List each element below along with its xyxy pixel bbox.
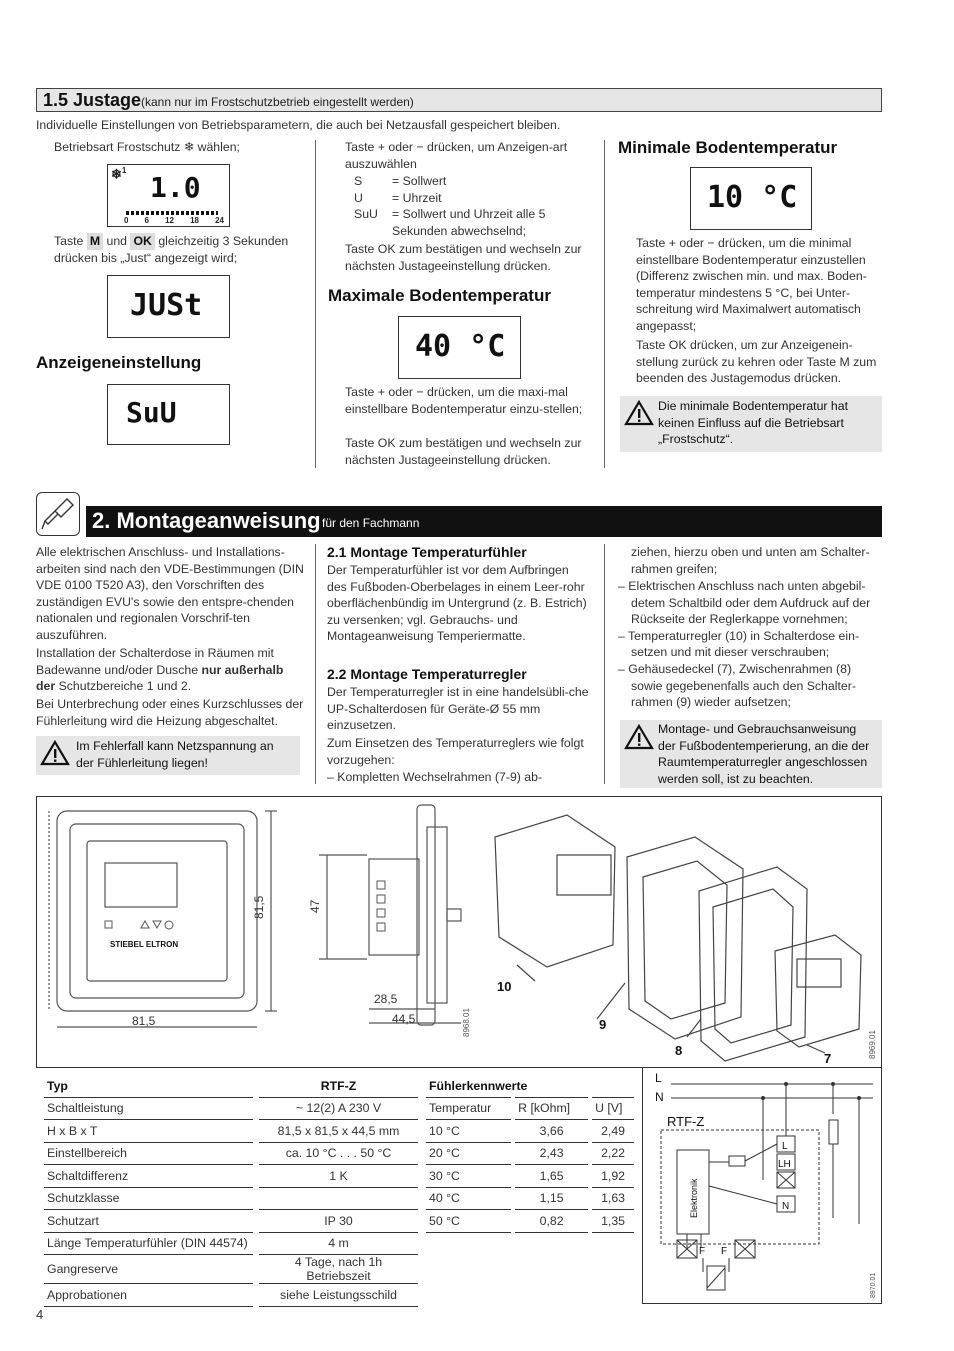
- body-text: Zum Einsetzen des Temperaturreglers wie folgt vorzugehen:: [327, 736, 584, 767]
- warning-box: Montage- und Gebrauchsanweisung der Fußbodentemperierung, an die der Raumtemperaturregler angeschlossen werden soll, ist zu beachten.: [620, 720, 882, 788]
- part-label: 9: [599, 1017, 607, 1032]
- body-text: Installation der Schalterdose in Räumen mit Badewanne und/oder Dusche nur außerhalb der Schutzbereiche 1 und 2.: [36, 646, 284, 694]
- instruction-text: Taste OK zum bestätigen und wechseln zur nächsten Justageeinstellung drücken.: [345, 436, 582, 467]
- key-ok: OK: [130, 233, 154, 250]
- instruction-text: Betriebsart Frostschutz ❄ wählen;: [54, 140, 240, 154]
- subheading: 2.2 Montage Temperaturregler: [327, 666, 527, 682]
- section-2-header: [86, 506, 882, 537]
- table-row: 10 °C 3,66 2,49: [426, 1120, 634, 1143]
- table-header: Typ: [44, 1075, 256, 1097]
- lcd-display: [107, 164, 230, 227]
- table-row: Schutzklasse: [44, 1187, 418, 1210]
- display-mode-list: S = Sollwert U = Uhrzeit SuU = Sollwert und Uhrzeit alle 5 Sekunden abwechselnd;: [354, 174, 546, 238]
- drawing-code: 8970.01: [870, 1272, 877, 1298]
- spec-table: [44, 1075, 418, 1307]
- column-divider: [604, 140, 605, 468]
- lcd-value: JUSt: [130, 288, 203, 323]
- pin-label: L: [782, 1141, 788, 1152]
- table-row: Schaltleistung ~ 12(2) A 230 V: [44, 1097, 418, 1120]
- section-subtitle: (kann nur im Frostschutzbetrieb eingestellt werden): [141, 95, 414, 109]
- lcd-display: [398, 316, 521, 379]
- dimension-label: 81,5: [252, 895, 266, 919]
- part-label: 7: [824, 1051, 832, 1066]
- instruction-list: – Elektrischen Anschluss nach unten abgebil-detem Schaltbild oder dem Aufdruck auf der Rückseite der Reglerkappe vornehmen; – Temperaturregler (10) in Schalterdose ein-setzen und mit dieser verschrauben; – Gehäusedeckel (7), Zwischenrahmen (8) sowie gegebenenfalls auch den Schalter-rahmen (9) wieder aufsetzen;: [618, 579, 871, 710]
- dimension-label: 81,5: [132, 1014, 156, 1028]
- table-row: Länge Temperaturfühler (DIN 44574) 4 m: [44, 1232, 418, 1255]
- lcd-display: [107, 384, 230, 445]
- warning-box: Im Fehlerfall kann Netzspannung an der Fühlerleitung liegen!: [36, 736, 300, 775]
- dimension-label: 47: [308, 899, 322, 913]
- body-text: Bei Unterbrechung oder eines Kurzschlusses der Fühlerleitung wird die Heizung abgeschaltet.: [36, 697, 304, 728]
- subheading: Maximale Bodentemperatur: [328, 286, 551, 305]
- model-label: RTF-Z: [667, 1114, 705, 1129]
- pin-label: N: [782, 1201, 790, 1212]
- part-label: 8: [675, 1043, 683, 1058]
- section-subtitle: für den Fachmann: [322, 516, 420, 530]
- subheading: Minimale Bodentemperatur: [618, 138, 838, 157]
- pin-label: F: [721, 1246, 728, 1257]
- module-label: Elektronik: [689, 1178, 699, 1218]
- screwdriver-icon: [36, 492, 80, 536]
- column-divider: [315, 140, 316, 468]
- instruction-text: Taste OK drücken, um zur Anzeigenein-stellung zurück zu kehren oder Taste M zum beenden des Justagemodus drücken.: [636, 338, 877, 386]
- warning-icon: [624, 724, 654, 750]
- column-divider: [315, 544, 316, 784]
- table-row: 20 °C 2,43 2,22: [426, 1142, 634, 1165]
- page-number: 4: [36, 1307, 44, 1322]
- drawing-code: 8969.01: [868, 1030, 877, 1059]
- key-m: M: [87, 233, 103, 250]
- table-row: 50 °C 0,82 1,35: [426, 1210, 634, 1233]
- table-row: Schaltdifferenz 1 K: [44, 1165, 418, 1188]
- table-header: RTF-Z: [256, 1075, 418, 1097]
- table-row: Einstellbereich ca. 10 °C . . . 50 °C: [44, 1142, 418, 1165]
- pin-label: F: [699, 1246, 706, 1257]
- subheading: Anzeigeneinstellung: [36, 353, 202, 372]
- table-header: Temperatur: [426, 1097, 513, 1120]
- dimension-label: 44,5: [392, 1012, 416, 1026]
- snowflake-icon: ❄$^1$: [111, 166, 127, 182]
- warning-icon: [624, 400, 654, 426]
- body-text: Der Temperaturregler ist in eine handelsübli-che UP-Schalterdosen für Geräte-Ø 55 mm einzusetzen.: [327, 685, 589, 733]
- part-label: 10: [497, 979, 512, 994]
- table-row: Gangreserve 4 Tage, nach 1h Betriebszeit: [44, 1255, 418, 1284]
- warning-box: Die minimale Bodentemperatur hat keinen Einfluss auf die Betriebsart „Frostschutz“.: [620, 396, 882, 452]
- subheading: 2.1 Montage Temperaturfühler: [327, 544, 527, 560]
- table-row: Approbationen siehe Leistungsschild: [44, 1284, 418, 1307]
- column-divider: [604, 544, 605, 784]
- lcd-display: [107, 275, 230, 338]
- table-header: U [V]: [590, 1097, 634, 1120]
- instruction-text: Taste M und OK gleichzeitig 3 Sekunden drücken bis „Just“ angezeigt wird;: [54, 234, 289, 265]
- line-label: L: [655, 1071, 662, 1085]
- section-title: 2. Montageanweisung: [92, 508, 321, 533]
- section-intro: Individuelle Einstellungen von Betriebsparametern, die auch bei Netzausfall gespeichert bleiben.: [36, 118, 561, 132]
- table-row: Schutzart IP 30: [44, 1210, 418, 1233]
- instruction-text: Taste + oder − drücken, um die minimal einstellbare Bodentemperatur einzustellen (Differenz zwischen min. und max. Boden-temperatur mindestens 5 °C, bei Unter-schreitung wird Maximalwert automatisch angepasst;: [636, 236, 867, 333]
- lcd-value: 40 °C: [415, 329, 506, 364]
- line-label: N: [655, 1090, 664, 1104]
- wiring-diagram: [642, 1068, 882, 1304]
- table-header: R [kOhm]: [513, 1097, 590, 1120]
- dimension-label: 28,5: [374, 992, 398, 1006]
- body-text: ziehen, hierzu oben und unten am Schalter-rahmen greifen;: [631, 545, 870, 576]
- device-drawings: [37, 797, 881, 1067]
- instruction-text: Taste + oder − drücken, um Anzeigen-art auszuwählen: [345, 140, 568, 171]
- table-row: 40 °C 1,15 1,63: [426, 1187, 634, 1210]
- lcd-value: 10 °C: [707, 180, 798, 215]
- pin-label: LH: [778, 1159, 791, 1170]
- table-title: Fühlerkennwerte: [426, 1075, 634, 1097]
- instruction-text: Taste + oder − drücken, um die maxi-mal einstellbare Bodentemperatur einzu-stellen;: [345, 385, 583, 416]
- table-row: 30 °C 1,65 1,92: [426, 1165, 634, 1188]
- body-text: – Kompletten Wechselrahmen (7-9) ab-: [327, 770, 543, 784]
- brand-label: STIEBEL ELTRON: [110, 940, 179, 949]
- warning-icon: [40, 740, 70, 766]
- lcd-value: 1.0: [150, 171, 201, 204]
- section-1-5-header: [36, 88, 882, 112]
- drawing-code: 8968.01: [462, 1008, 471, 1037]
- time-bar: [126, 211, 218, 215]
- dimension-figure: [36, 796, 882, 1068]
- table-row: H x B x T 81,5 x 81,5 x 44,5 mm: [44, 1120, 418, 1143]
- sensor-table: [426, 1075, 634, 1233]
- body-text: Alle elektrischen Anschluss- und Installations-arbeiten sind nach den VDE-Bestimmungen (DIN VDE 0100 T520 A3), den Vorschriften des zuständigen EVU's sowie den entspre-chenden nationalen und regionalen Vorschrif-ten auszuführen.: [36, 545, 304, 642]
- section-title: 1.5 Justage: [43, 90, 142, 110]
- instruction-text: Taste OK zum bestätigen und wechseln zur nächsten Justageeinstellung drücken.: [345, 242, 582, 273]
- lcd-display: [690, 167, 812, 230]
- body-text: Der Temperaturfühler ist vor dem Aufbringen des Fußboden-Oberbelages in einem Leer-rohr oberflächenbündig im Untergrund (z. B. Estrich) zu versenken; vgl. Gebrauchs- und Montageanweisung Temperiermatte.: [327, 563, 587, 644]
- time-ticks: 0 6 12 18 24: [124, 216, 224, 225]
- lcd-value: SuU: [126, 396, 177, 429]
